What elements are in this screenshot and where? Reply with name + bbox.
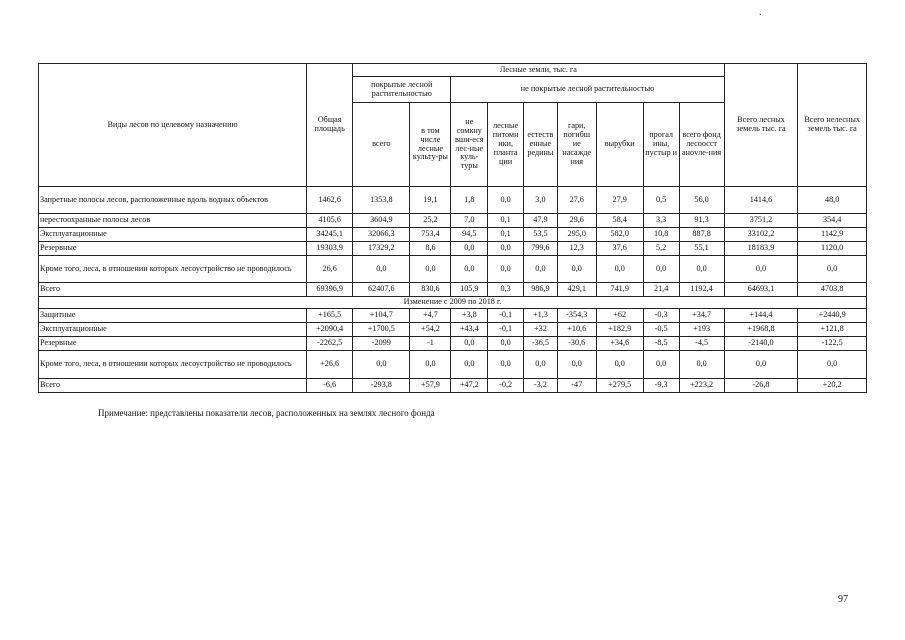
row-label: Эксплуатационные	[39, 228, 307, 242]
table-cell: 887,8	[679, 228, 724, 242]
table-cell: 0,0	[451, 351, 488, 379]
header-col-nursery: лесные питомн ики, планта ции	[488, 103, 524, 187]
header-forest-lands: Лесные земли, тыс. га	[353, 64, 724, 77]
table-cell: 1414,6	[724, 187, 798, 214]
table-cell: -30,6	[557, 337, 596, 351]
row-label: Запретные полосы лесов, расположенные вдоль водных объектов	[39, 187, 307, 214]
table-cell: 7,0	[451, 214, 488, 228]
header-forest-total: Всего лесных земель тыс. га	[724, 64, 798, 187]
table-cell: +1968,8	[724, 323, 798, 337]
table-cell: 62407,6	[353, 283, 410, 297]
header-not-covered: не покрытые лесной растительностью	[451, 77, 724, 103]
table-cell: -2140,0	[724, 337, 798, 351]
table-row	[39, 379, 867, 393]
table-cell: 8,6	[410, 242, 451, 256]
table-cell: -122,5	[798, 337, 867, 351]
table-cell: 0,0	[488, 256, 524, 283]
table-cell: 0,1	[488, 214, 524, 228]
header-col-all: всего	[353, 103, 410, 187]
table-cell: -26,8	[724, 379, 798, 393]
corner-mark: .	[759, 7, 762, 18]
table-cell: 0,0	[451, 256, 488, 283]
table-row	[39, 214, 867, 228]
table-cell: +121,8	[798, 323, 867, 337]
table-row	[39, 283, 867, 297]
table-cell: 69396,9	[307, 283, 353, 297]
table-cell: 1192,4	[679, 283, 724, 297]
table-cell: +62	[596, 309, 643, 323]
table-cell: 0,0	[488, 187, 524, 214]
table-cell: 830,6	[410, 283, 451, 297]
table-cell: 741,9	[596, 283, 643, 297]
table-cell: -293,8	[353, 379, 410, 393]
table-body-main	[39, 187, 867, 297]
table-cell: 3,3	[643, 214, 679, 228]
table-cell: 1462,6	[307, 187, 353, 214]
table-cell: 0,0	[410, 256, 451, 283]
table-cell: +43,4	[451, 323, 488, 337]
table-cell: 0,3	[488, 283, 524, 297]
table-cell: 0,1	[488, 228, 524, 242]
table-cell: 0,0	[643, 256, 679, 283]
table-cell: -2099	[353, 337, 410, 351]
table-cell: -6,6	[307, 379, 353, 393]
header-col-including: в том числе лесные культу-ры	[410, 103, 451, 187]
forest-area-table	[38, 63, 867, 393]
table-cell: +182,9	[596, 323, 643, 337]
table-cell: -0,1	[488, 323, 524, 337]
table-cell: 1353,8	[353, 187, 410, 214]
table-row	[39, 187, 867, 214]
table-cell: -8,5	[643, 337, 679, 351]
table-cell: 3751,2	[724, 214, 798, 228]
table-cell: 799,6	[524, 242, 558, 256]
table-cell: +20,2	[798, 379, 867, 393]
table-cell: 0,0	[451, 242, 488, 256]
table-cell: -36,5	[524, 337, 558, 351]
table-cell: 105,9	[451, 283, 488, 297]
table-cell: 55,1	[679, 242, 724, 256]
header-col-cutting: вырубки	[596, 103, 643, 187]
table-row	[39, 351, 867, 379]
header-col-burnt: гари, погибш ие насажде ния	[557, 103, 596, 187]
table-cell: +223,2	[679, 379, 724, 393]
table-cell: 0,0	[724, 256, 798, 283]
table-cell: 25,2	[410, 214, 451, 228]
table-row	[39, 228, 867, 242]
table-cell: 91,3	[679, 214, 724, 228]
table-cell: 1142,9	[798, 228, 867, 242]
table-cell: 10,8	[643, 228, 679, 242]
table-cell: +3,8	[451, 309, 488, 323]
table-cell: 0,0	[724, 351, 798, 379]
table-body-change	[39, 309, 867, 393]
table-cell: -9,3	[643, 379, 679, 393]
table-cell: 0,0	[679, 351, 724, 379]
table-cell: 0,0	[524, 256, 558, 283]
row-label: Резервные	[39, 337, 307, 351]
table-cell: 64693,1	[724, 283, 798, 297]
table-cell: 753,4	[410, 228, 451, 242]
table-cell: 429,1	[557, 283, 596, 297]
table-cell: 37,6	[596, 242, 643, 256]
row-label: Всего	[39, 379, 307, 393]
table-cell: 47,9	[524, 214, 558, 228]
row-label: Всего	[39, 283, 307, 297]
header-nonforest-total: Всего нелесных земель тыс. га	[798, 64, 867, 187]
table-cell: 19303,9	[307, 242, 353, 256]
table-cell: 0,0	[353, 256, 410, 283]
table-row	[39, 256, 867, 283]
table-cell: 0,0	[353, 351, 410, 379]
row-label: Резервные	[39, 242, 307, 256]
table-cell: +34,6	[596, 337, 643, 351]
table-cell: 0,0	[798, 256, 867, 283]
table-cell: 58,4	[596, 214, 643, 228]
table-cell: 0,0	[451, 337, 488, 351]
table-cell: 12,3	[557, 242, 596, 256]
table-cell: +144,4	[724, 309, 798, 323]
table-cell: 0,0	[798, 351, 867, 379]
table-cell: +279,5	[596, 379, 643, 393]
page-number: 97	[838, 594, 848, 605]
table-cell: 0,0	[557, 351, 596, 379]
table-cell: 0,0	[488, 351, 524, 379]
table-row	[39, 337, 867, 351]
table-cell: 986,9	[524, 283, 558, 297]
table-cell: +1,3	[524, 309, 558, 323]
table-cell: 0,5	[643, 187, 679, 214]
table-cell: +57,9	[410, 379, 451, 393]
table-cell: +165,5	[307, 309, 353, 323]
table-cell: -0,2	[488, 379, 524, 393]
header-covered: покрытые лесной растительностью	[353, 77, 451, 103]
table-cell: -1	[410, 337, 451, 351]
table-cell: 21,4	[643, 283, 679, 297]
change-title: Изменение с 2009 по 2018 г.	[39, 297, 867, 309]
table-cell: -354,3	[557, 309, 596, 323]
table-cell: 27,9	[596, 187, 643, 214]
table-cell: -4,5	[679, 337, 724, 351]
table-cell: -0,3	[643, 309, 679, 323]
table-cell: -47	[557, 379, 596, 393]
table-cell: -3,2	[524, 379, 558, 393]
table-cell: 17329,2	[353, 242, 410, 256]
header-col-fund: всего фонд лесоосст анovле-ния	[679, 103, 724, 187]
table-cell: +2090,4	[307, 323, 353, 337]
table-cell: +54,2	[410, 323, 451, 337]
table-cell: 26,6	[307, 256, 353, 283]
table-cell: +47,2	[451, 379, 488, 393]
table-cell: +26,6	[307, 351, 353, 379]
table-note: Примечание: представлены показатели лесов, расположенных на землях лесного фонда	[98, 408, 435, 418]
change-section-header	[39, 297, 867, 309]
table-cell: 0,0	[557, 256, 596, 283]
row-label: Защитные	[39, 309, 307, 323]
table-cell: 32066,3	[353, 228, 410, 242]
table-cell: +32	[524, 323, 558, 337]
header-view-type: Виды лесов по целевому назначению	[39, 64, 307, 187]
row-label: нерестоохранные полосы лесов	[39, 214, 307, 228]
table-cell: +193	[679, 323, 724, 337]
table-cell: 0,0	[488, 242, 524, 256]
table-cell: 3,0	[524, 187, 558, 214]
row-label: Эксплуатационные	[39, 323, 307, 337]
table-cell: 33102,2	[724, 228, 798, 242]
table-cell: 94,5	[451, 228, 488, 242]
table-cell: 29,6	[557, 214, 596, 228]
table-cell: 1,8	[451, 187, 488, 214]
table-row	[39, 309, 867, 323]
table-cell: 0,0	[679, 256, 724, 283]
table-cell: +104,7	[353, 309, 410, 323]
table-cell: 56,0	[679, 187, 724, 214]
table-cell: +1700,5	[353, 323, 410, 337]
table-cell: -0,1	[488, 309, 524, 323]
header-col-unclosed: не сомкну вши-еся лес-ные куль-туры	[451, 103, 488, 187]
header-total-area: Общая площадь	[307, 64, 353, 187]
table-cell: 27,6	[557, 187, 596, 214]
table-cell: 0,0	[643, 351, 679, 379]
table-cell: 0,0	[596, 256, 643, 283]
table-cell: 53,5	[524, 228, 558, 242]
table-cell: 19,1	[410, 187, 451, 214]
table-cell: 0,0	[488, 337, 524, 351]
table-cell: 4105,6	[307, 214, 353, 228]
table-cell: -2262,5	[307, 337, 353, 351]
header-col-natural: естеств енные редины	[524, 103, 558, 187]
table-cell: +34,7	[679, 309, 724, 323]
table-cell: 18183,9	[724, 242, 798, 256]
table-cell: +10,6	[557, 323, 596, 337]
table-header	[39, 64, 867, 187]
table-cell: 582,0	[596, 228, 643, 242]
row-label: Кроме того, леса, в отношении которых лесоустройство не проводилось	[39, 351, 307, 379]
header-col-glades: прогал ины, пустыр и	[643, 103, 679, 187]
table-cell: 34245,1	[307, 228, 353, 242]
table-row	[39, 242, 867, 256]
table-cell: 1120,0	[798, 242, 867, 256]
table-cell: 0,0	[596, 351, 643, 379]
table-cell: 5,2	[643, 242, 679, 256]
table-cell: +2440,9	[798, 309, 867, 323]
table-cell: 295,0	[557, 228, 596, 242]
table-cell: 0,0	[410, 351, 451, 379]
table-cell: 0,0	[524, 351, 558, 379]
table-cell: 354,4	[798, 214, 867, 228]
table-cell: +4,7	[410, 309, 451, 323]
table-cell: 4703,8	[798, 283, 867, 297]
table-cell: -0,5	[643, 323, 679, 337]
table-cell: 3604,9	[353, 214, 410, 228]
table-row	[39, 323, 867, 337]
table-cell: 48,0	[798, 187, 867, 214]
row-label: Кроме того, леса, в отношении которых лесоустройство не проводилось	[39, 256, 307, 283]
